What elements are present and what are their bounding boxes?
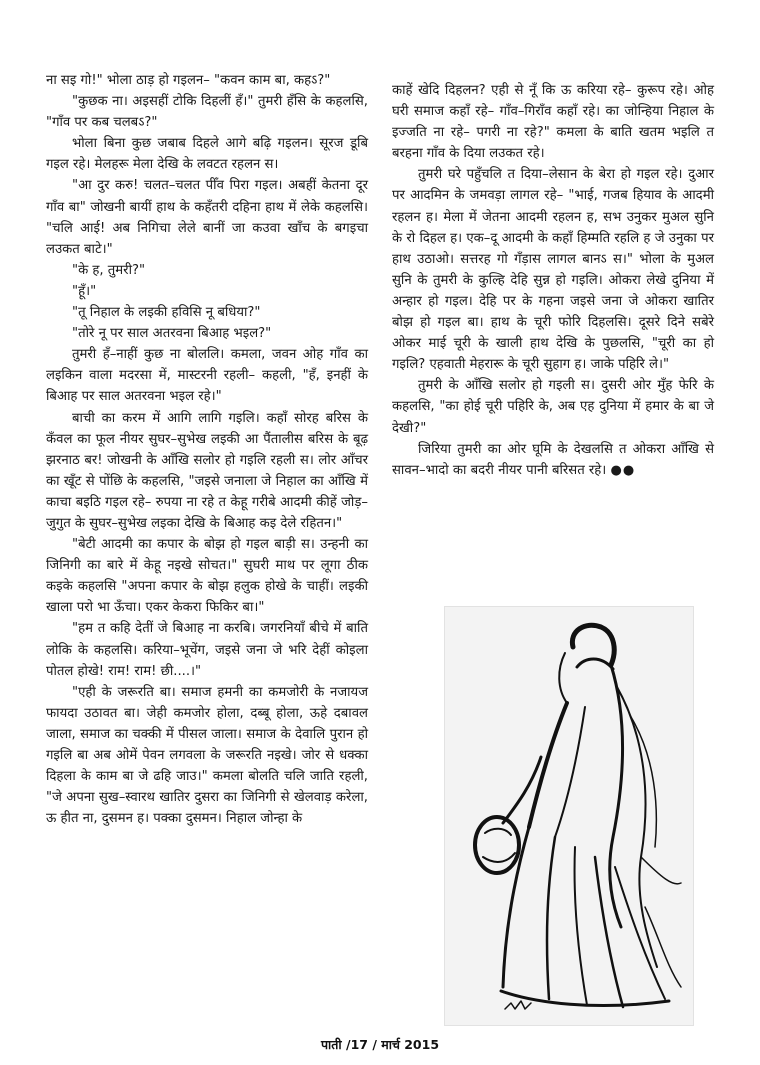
sketch-drawing xyxy=(445,607,693,1025)
paragraph: तुमरी हँ–नाहीं कुछ ना बोललि। कमला, जवन ओह गाँव का लइकिन वाला मदरसा में, मास्टरनी रहली– कहली, "हँ, इनहीं के बिआह पर साल अतरवना भइल रहे।" xyxy=(46,347,368,405)
right-text-column xyxy=(392,80,714,481)
paragraph xyxy=(392,439,714,481)
paragraph: "बेटी आदमी का कपार के बोझ हो गइल बाड़ी स। उन्हनी का जिनिगी का बारे में केहू नइखे सोचत।" सुघरी माथ पर लूगा ठीक कइके कहलसि "अपना कपार के बोझ हलुक होखे के चाहीं। लइकी खाला परो भा ऊँचा। एकर केकरा फिकिर बा।" xyxy=(46,537,368,616)
paragraph: भोला बिना कुछ जबाब दिहले आगे बढ़ि गइलन। सूरज डूबि गइल रहे। मेलहरू मेला देखि के लवटत रहलन स। xyxy=(46,136,368,173)
paragraph: ना सइ गो!" भोला ठाड़ हो गइलन– "कवन काम बा, कहऽ?" xyxy=(46,73,331,88)
paragraph: "कुछक ना। अइसहीं टोकि दिहलीं हँ।" तुमरी हँसि के कहलसि, "गाँव पर कब चलबऽ?" xyxy=(46,94,368,131)
paragraph: "के ह, तुमरी?" xyxy=(72,262,146,278)
page-footer: पाती /17 / मार्च 2015 xyxy=(320,1037,440,1052)
paragraph: "हूँ।" xyxy=(72,283,97,299)
paragraph: "हम त कहि देतीं जे बिआह ना करबि। जगरनियाँ बीचे में बाति लोकि के कहलसि। करिया–भूचेंग, जइसे जना जे भरि देहीं कोइला पोतल होखे! राम! राम! छी....।" xyxy=(46,621,368,679)
paragraph: तुमरी के आँखि सलोर हो गइली स। दुसरी ओर मुँह फेरि के कहलसि, "का होई चूरी पहिरि के, अब एह दुनिया में हमार के बा जे देखी?" xyxy=(392,378,714,436)
left-text-column xyxy=(46,70,368,829)
paragraph: "आ दुर करु! चलत–चलत पीँव पिरा गइल। अबहीं केतना दूर गाँव बा" जोखनी बायीं हाथ के कहँतरी दहिना हाथ में लेके कहलसि। "चलि आई! अब निगिचा लेले बानीं जा कउवा खाँच के बगइचा लउकत बाटे।" xyxy=(46,178,368,257)
end-marks: ●● xyxy=(610,462,636,478)
paragraph: "तू निहाल के लइकी हविसि नू बधिया?" xyxy=(72,305,261,321)
paragraph: "तोरे नू पर साल अतरवना बिआह भइल?" xyxy=(72,326,272,342)
paragraph-text: जिरिया तुमरी का ओर घूमि के देखलसि त ओकरा आँखि से सावन–भादो का बदरी नीयर पानी बरिसत रहे। xyxy=(392,441,714,478)
paragraph: तुमरी घरे पहुँचलि त दिया–लेसान के बेरा हो गइल रहे। दुआर पर आदमिन के जमवड़ा लागल रहे– "भाई, गजब हियाव के आदमी रहलन ह। मेला में जेतना आदमी रहलन ह, सभ उनुकर मुअल सुनि के रो दिहल ह। एक–दू आदमी के कहाँ हिम्मति रहलि ह जे उनुका पर हाथ उठाओ। सत्तरह गो गँड़ास लागल बानऽ स।" भोला के मुअल सुनि के तुमरी के कुल्हि देहि सुन्न हो गइलि। ओकरा लेखे दुनिया में अन्हार हो गइल। देहि पर के गहना जइसे जना जे ओकरा खातिर बोझ हो गइल बा। हाथ के चूरी फोरि दिहलसि। दूसरे दिने सबेरे ओकर माई चूरी के खाली हाथ देखि के पुछलसि, "चूरी का हो गइलि? एहवाती मेहरारू के चूरी सुहाग ह। जाके पहिरि ले।" xyxy=(392,167,714,373)
paragraph: बाची का करम में आगि लागि गइलि। कहाँ सोरह बरिस के कँवल का फूल नीयर सुघर–सुभेख लइकी आ पैंतालीस बरिस के बूढ़ झरनाठ बर! जोखनी के आँखि सलोर हो गइलि रहली स। लोर आँचर का खूँट से पोंछि के कहलसि, "जइसे जनाला जे निहाल का आँखि में काचा बइठि गइल रहे– रुपया ना रहे त केहू गरीबे आदमी कीहें जोड़–जुगुत के सुघर–सुभेख लइका देखि के बिआह कइ देले रहितन।" xyxy=(46,410,368,531)
woman-sketch-illustration xyxy=(444,606,694,1026)
paragraph: काहें खेदि दिहलन? एही से नूँ कि ऊ करिया रहे– कुरूप रहे। ओह घरी समाज कहाँ रहे– गाँव–गिराँव कहाँ रहे। का जोन्हिया निहाल के इज्जति ना रहे– पगरी ना रहे?" कमला के बाति खतम भइलि त बरहना गाँव के दिया लउकत रहे। xyxy=(392,83,714,162)
paragraph: "एही के जरूरति बा। समाज हमनी का कमजोरी के नजायज फायदा उठावत बा। जेही कमजोर होला, दब्बू होला, ऊहे दबावल जाला, समाज का चक्की में पीसल जाला। समाज के देवालि पुरान हो गइलि बा अब ओमें पेवन लगवला के जरूरति नइखे। जोर से धक्का दिहला के काम बा जे ढहि जाउ।" कमला बोलति चलि जाति रहली, "जे अपना सुख–स्वारथ खातिर दुसरा का जिनिगी से खेलवाड़ करेला, ऊ हीत ना, दुसमन ह। पक्का दुसमन। निहाल जोन्हा के xyxy=(46,684,368,827)
